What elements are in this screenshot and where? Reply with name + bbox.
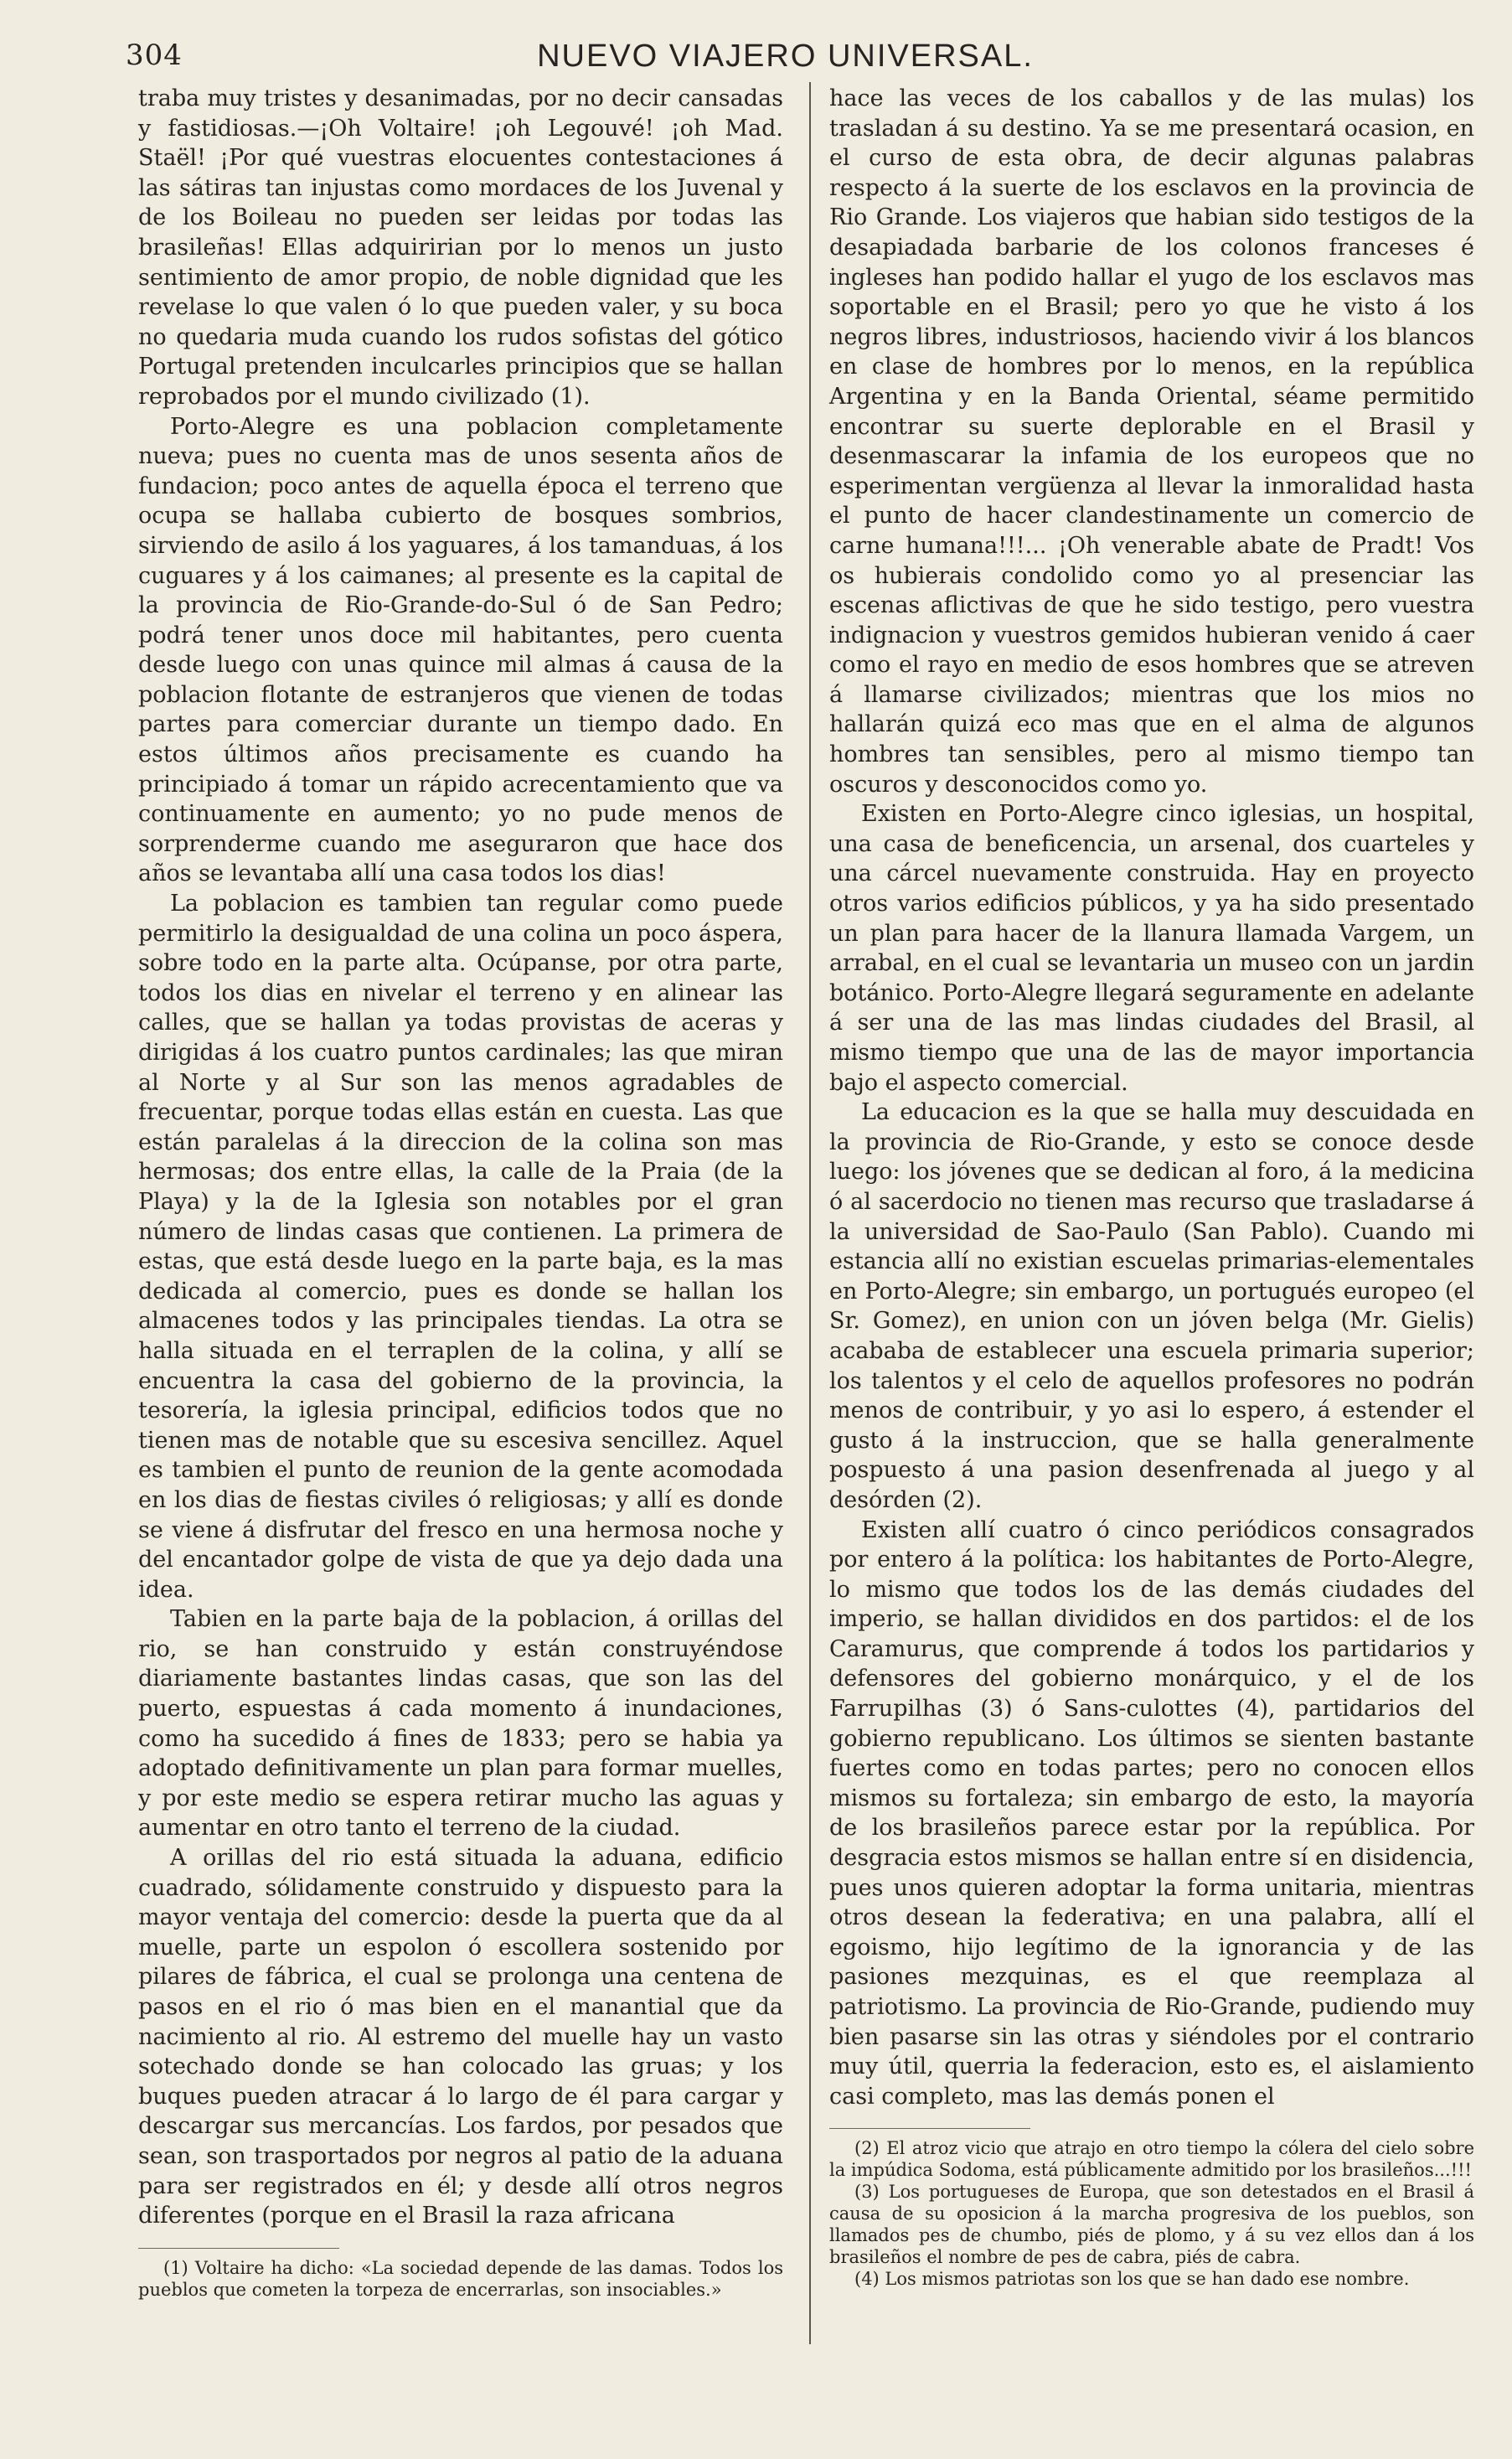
paragraph: La poblacion es tambien tan regular como puede permitirlo la desigualdad de una colina un poco áspera, sobre todo en la parte alta. Ocúpanse, por otra parte, todos los dias en nivelar el terreno y en alinear las calles, que se hallan ya todas provistas de aceras y dirigidas á los cuatro puntos cardinales; las que miran al Norte y al Sur son las menos agradables de frecuentar, porque todas ellas están en cuesta. Las que están paralelas á la direccion de la colina son mas hermosas; dos entre ellas, la calle de la Praia (de la Playa) y la de la Iglesia son notables por el gran número de lindas casas que contienen. La primera de estas, que está desde luego en la parte baja, es la mas dedicada al comercio, pues es donde se hallan los almacenes todos y las principales tiendas. La otra se halla situada en el terraplen de la colina, y allí se encuentra la casa del gobierno de la provincia, la tesorería, la iglesia principal, edificios todos que no tienen mas de notable que su escesiva sencillez. Aquel es tambien el punto de reunion de la gente acomodada en los dias de fiestas civiles ó religiosas; y allí es donde se viene á disfrutar del fresco en una hermosa noche y del encantador golpe de vista de que ya dejo dada una idea. bbox=[138, 891, 783, 1603]
footnote: (2) El atroz vicio que atrajo en otro tiempo la cólera del cielo sobre la impúdica Sodoma, está públicamente admitido por los brasileños...!!! bbox=[829, 2138, 1474, 2181]
footnote: (1) Voltaire ha dicho: «La sociedad depende de las damas. Todos los pueblos que cometen la torpeza de encerrarlas, son insociables.» bbox=[138, 2257, 783, 2300]
column-divider bbox=[809, 82, 811, 2344]
paragraph: Existen allí cuatro ó cinco periódicos consagrados por entero á la política: los habitantes de Porto-Alegre, lo mismo que todos los de las demás ciudades del imperio, se hallan divididos en dos partidos: el de los Caramurus, que comprende á todos los partidarios y defensores del gobierno monárquico, y el de los Farrupilhas (3) ó Sans-culottes (4), partidarios del gobierno republicano. Los últimos se sienten bastante fuertes como en todas partes; pero no conocen ellos mismos su fortaleza; sin embargo de esto, la mayoría de los brasileños parece estar por la república. Por desgracia estos mismos se hallan entre sí en disidencia, pues unos quieren adoptar la forma unitaria, mientras otros desean la federativa; en una palabra, allí el egoismo, hijo legítimo de la ignorancia y de las pasiones mezquinas, es el que reemplaza al patriotismo. La provincia de Rio-Grande, pudiendo muy bien pasarse sin las otras y siéndoles por el contrario muy útil, querria la federacion, esto es, el aislamiento casi completo, mas las demás ponen el bbox=[829, 1516, 1474, 2110]
paragraph: traba muy tristes y desanimadas, por no decir cansadas y fastidiosas.—¡Oh Voltaire! ¡oh Legouvé! ¡oh Mad. Staël! ¡Por qué vuestras elocuentes contestaciones á las sátiras tan injustas como mordaces de los Juvenal y de los Boileau no pueden ser leidas por todas las brasileñas! Ellas adquiririan por lo menos un justo sentimiento de amor propio, de noble dignidad que les revelase lo que valen ó lo que pueden valer, y su boca no quedaria muda cuando los rudos sofistas del gótico Portugal pretenden inculcarles principios que se hallan reprobados por el mundo civilizado (1). bbox=[138, 85, 783, 410]
page-header bbox=[126, 39, 1445, 82]
right-column-body bbox=[829, 84, 1474, 2111]
right-column bbox=[829, 84, 1474, 2430]
paragraph: Tabien en la parte baja de la poblacion, á orillas del rio, se han construido y están construyéndose diariamente bastantes lindas casas, que son las del puerto, espuestas á cada momento á inundaciones, como ha sucedido á fines de 1833; pero se habia ya adoptado definitivamente un plan para formar muelles, y por este medio se espera retirar mucho las aguas y aumentar en otro tanto el terreno de la ciudad. bbox=[138, 1606, 783, 1842]
footnote-divider bbox=[829, 2128, 1030, 2129]
page-number: 304 bbox=[126, 39, 183, 72]
paragraph: A orillas del rio está situada la aduana, edificio cuadrado, sólidamente construido y dispuesto para la mayor ventaja del comercio: desde la puerta que da al muelle, parte un espolon ó escollera sostenido por pilares de fábrica, el cual se prolonga una centena de pasos en el rio ó mas bien en el manantial que da nacimiento al rio. Al estremo del muelle hay un vasto sotechado donde se han colocado las gruas; y los buques pueden atracar á lo largo de él para cargar y descargar sus mercancías. Los fardos, por pesados que sean, son trasportados por negros al patio de la aduana para ser registrados en él; y desde allí otros negros diferentes (porque en el Brasil la raza africana bbox=[138, 1845, 783, 2229]
paragraph: Porto-Alegre es una poblacion completamente nueva; pues no cuenta mas de unos sesenta años de fundacion; poco antes de aquella época el terreno que ocupa se hallaba cubierto de bosques sombrios, sirviendo de asilo á los yaguares, á los tamanduas, á los cuguares y á los caimanes; al presente es la capital de la provincia de Rio-Grande-do-Sul ó de San Pedro; podrá tener unos doce mil habitantes, pero cuenta desde luego con unas quince mil almas á causa de la poblacion flotante de estranjeros que vienen de todas partes para comerciar durante un tiempo dado. En estos últimos años precisamente es cuando ha principiado á tomar un rápido acrecentamiento que va continuamente en aumento; yo no pude menos de sorprenderme cuando me aseguraron que hace dos años se levantaba allí una casa todos los dias! bbox=[138, 413, 783, 887]
right-column-footnotes bbox=[829, 2137, 1474, 2290]
paragraph: hace las veces de los caballos y de las mulas) los trasladan á su destino. Ya se me presentará ocasion, en el curso de esta obra, de decir algunas palabras respecto á la suerte de los esclavos en la provincia de Rio Grande. Los viajeros que habian sido testigos de la desapiadada barbarie de los colonos franceses é ingleses han podido hallar el yugo de los esclavos mas soportable en el Brasil; pero yo que he visto á los negros libres, industriosos, haciendo vivir á los blancos en clase de hombres por lo menos, en la república Argentina y en la Banda Oriental, séame permitido encontrar su suerte deplorable en el Brasil y desenmascarar la infamia de los europeos que no esperimentan vergüenza al llevar la inmoralidad hasta el punto de hacer clandestinamente un comercio de carne humana!!!... ¡Oh venerable abate de Pradt! Vos os hubierais condolido como yo al presenciar las escenas aflictivas de que he sido testigo, pero vuestra indignacion y vuestros gemidos hubieran venido á caer como el rayo en medio de esos hombres que se atreven á llamarse civilizados; mientras que los mios no hallarán quizá eco mas que en el alma de algunos hombres tan sensibles, pero al mismo tiempo tan oscuros y desconocidos como yo. bbox=[829, 85, 1474, 798]
left-column bbox=[138, 84, 783, 2430]
left-column-body bbox=[138, 84, 783, 2231]
running-title: NUEVO VIAJERO UNIVERSAL. bbox=[537, 39, 1034, 74]
paragraph: La educacion es la que se halla muy descuidada en la provincia de Rio-Grande, y esto se conoce desde luego: los jóvenes que se dedican al foro, á la medicina ó al sacerdocio no tienen mas recurso que trasladarse á la universidad de Sao-Paulo (San Pablo). Cuando mi estancia allí no existian escuelas primarias-elementales en Porto-Alegre; sin embargo, un portugués europeo (el Sr. Gomez), en union con un jóven belga (Mr. Gielis) acababa de establecer una escuela primaria superior; los talentos y el celo de aquellos profesores no podrán menos de contribuir, y yo asi lo espero, á estender el gusto á la instruccion, que se halla generalmente pospuesto á una pasion desenfrenada al juego y al desórden (2). bbox=[829, 1099, 1474, 1513]
footnote: (3) Los portugueses de Europa, que son detestados en el Brasil á causa de su oposicion á la marcha progresiva de los pueblos, son llamados pes de chumbo, piés de plomo, y á su vez ellos dan á los brasileños el nombre de pes de cabra, piés de cabra. bbox=[829, 2182, 1474, 2268]
left-column-footnotes bbox=[138, 2257, 783, 2301]
footnote-divider bbox=[138, 2248, 339, 2249]
paragraph: Existen en Porto-Alegre cinco iglesias, un hospital, una casa de beneficencia, un arsenal, dos cuarteles y una cárcel nuevamente construida. Hay en proyecto otros varios edificios públicos, y ya ha sido presentado un plan para hacer de la llanura llamada Vargem, un arrabal, en el cual se levantaria un museo con un jardin botánico. Porto-Alegre llegará seguramente en adelante á ser una de las mas lindas ciudades del Brasil, al mismo tiempo que una de las de mayor importancia bajo el aspecto comercial. bbox=[829, 801, 1474, 1096]
footnote: (4) Los mismos patriotas son los que se han dado ese nombre. bbox=[854, 2269, 1410, 2290]
